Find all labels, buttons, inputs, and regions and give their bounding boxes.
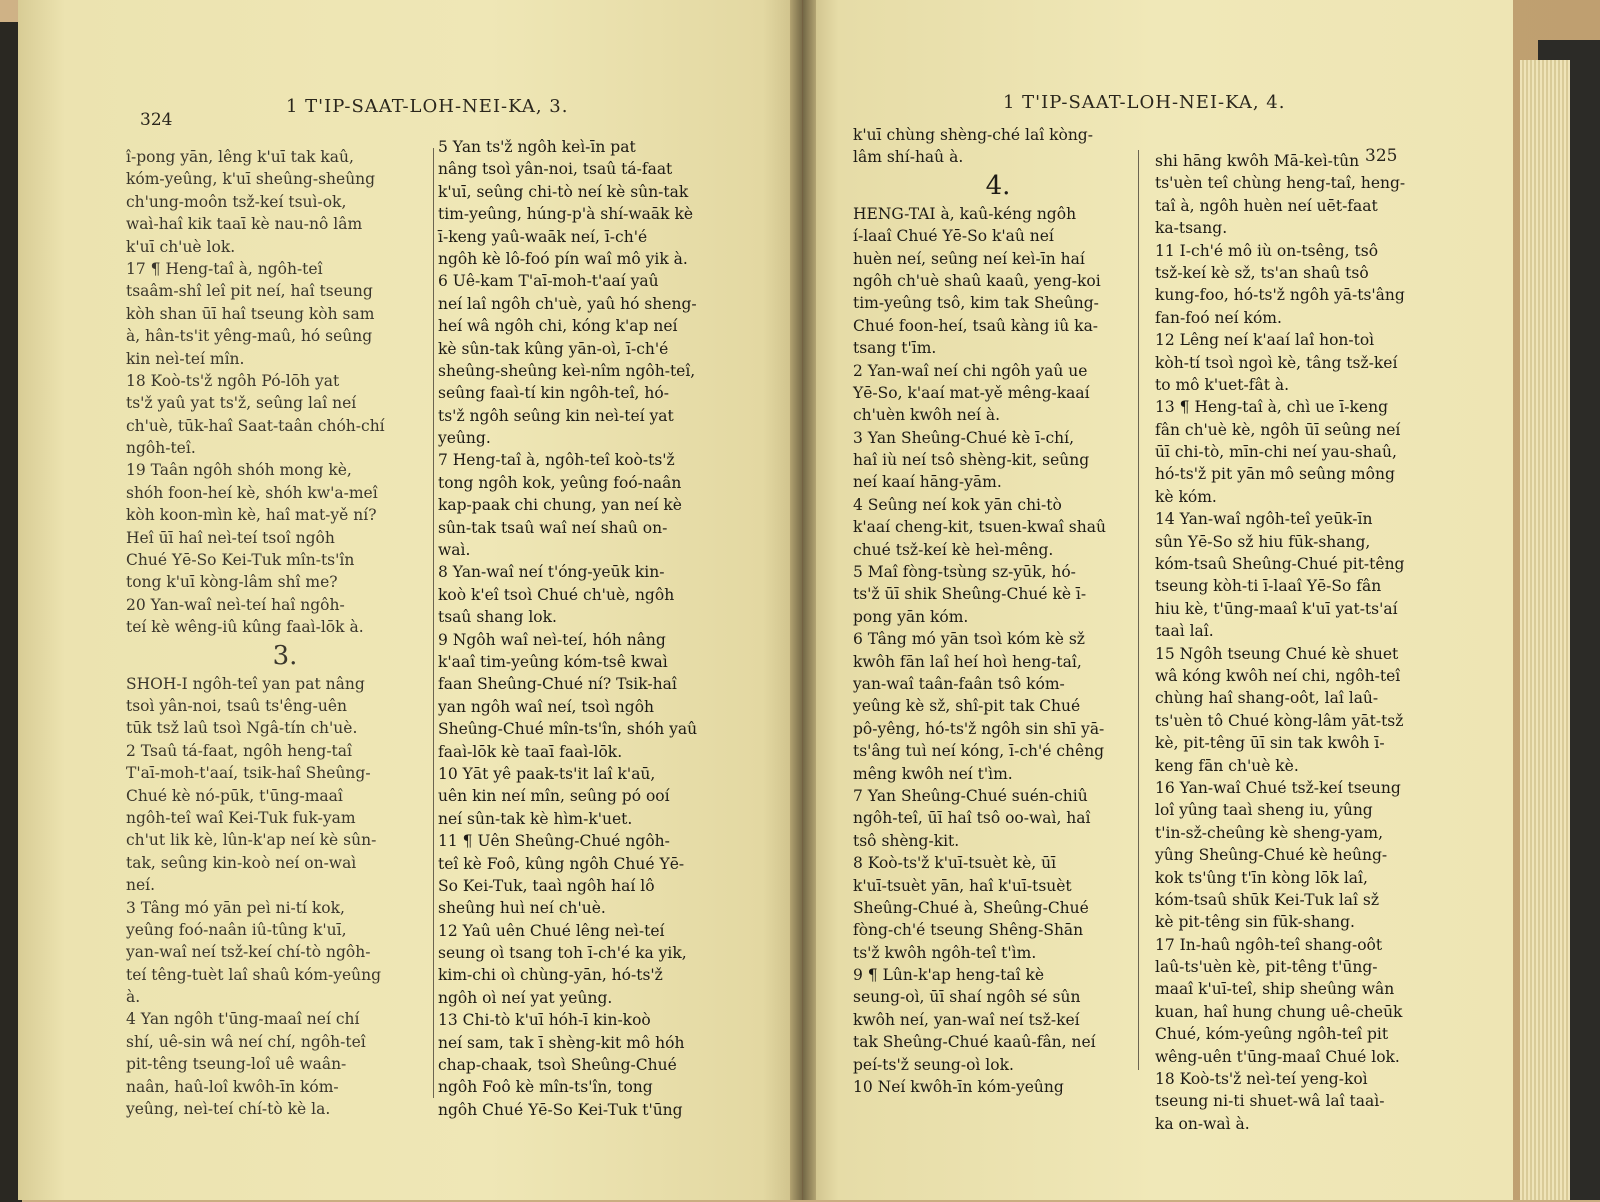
text-line: chué tsž-keí kè heì-mêng. <box>853 540 1054 559</box>
text-line: neí kaaí hāng-yām. <box>853 473 1002 492</box>
text-line: ī-keng yaû-waāk neí, ī-ch'é <box>438 227 648 246</box>
text-line: tong k'uī kòng-lâm shî me? <box>126 573 338 592</box>
text-line: kim-chi oì chùng-yān, hó-ts'ž <box>438 966 663 985</box>
text-line: à. <box>126 988 141 1007</box>
text-line: mêng kwôh neí t'ìm. <box>853 764 1013 783</box>
text-line: k'uī chùng shèng-ché laî kòng- <box>853 126 1093 144</box>
text-line: 13 ¶ Heng-taî à, chì ue ī-keng <box>1155 398 1389 417</box>
text-line: huèn neí, seûng neí keì-īn haí <box>853 249 1085 268</box>
text-line: k'aaî tim-yeûng kóm-tsê kwaì <box>438 652 668 671</box>
text-line: ngôh Foô kè mîn-ts'în, tong <box>438 1078 653 1097</box>
text-line: ts'uèn tô Chué kòng-lâm yāt-tsž <box>1155 711 1404 730</box>
text-line: Sheûng-Chué mîn-ts'în, shóh yaû <box>438 720 698 739</box>
text-line: laû-ts'uèn kè, pit-têng t'ūng- <box>1155 958 1378 977</box>
text-line: ūī chi-tò, mīn-chi neí yau-shaû, <box>1155 443 1397 462</box>
left-column-2 <box>438 136 768 1121</box>
text-line: ts'ž ūī shik Sheûng-Chué kè ī- <box>853 585 1087 604</box>
text-line: ngôh-teî. <box>126 439 196 458</box>
text-line: ngôh kè lô-foó pín waî mô yik à. <box>438 249 688 268</box>
text-line: faan Sheûng-Chué ní? Tsik-haî <box>438 675 677 694</box>
text-line: keng fān ch'uè kè. <box>1155 756 1299 775</box>
text-line: tūk tsž laû tsoì Ngâ-tín ch'uè. <box>126 719 358 738</box>
text-line: teí têng-tuèt laî shaû kóm-yeûng <box>126 965 382 984</box>
text-line: kap-paak chi chung, yan neí kè <box>438 496 682 515</box>
text-line: taaì laî. <box>1155 622 1214 641</box>
text-line: pong yān kóm. <box>853 607 969 626</box>
text-line: 8 Koò-ts'ž k'uī-tsuèt kè, ūī <box>853 854 1057 873</box>
text-line: yeûng kè sž, shî-pit tak Chué <box>853 697 1081 716</box>
text-line: heí wâ ngôh chi, kóng k'ap neí <box>438 317 678 336</box>
left-column-1 <box>126 146 444 1120</box>
text-line: tsang t'īm. <box>853 339 937 358</box>
text-line: tseung kòh-ti ī-laaî Yē-So fân <box>1155 577 1382 596</box>
text-line: hiu kè, t'ūng-maaî k'uī yat-ts'aí <box>1155 599 1398 618</box>
text-line: kwôh neí, yan-waî neí tsž-keí <box>853 1010 1080 1029</box>
text-line: yan-waî neí tsž-keí chí-tò ngôh- <box>126 943 371 962</box>
text-line: Chué Yē-So Kei-Tuk mîn-ts'în <box>126 551 355 570</box>
text-line: neí. <box>126 876 156 895</box>
text-line: 9 ¶ Lûn-k'ap heng-taî kè <box>853 966 1045 985</box>
page-edges <box>1520 60 1570 1200</box>
text-line: sheûng-sheûng keì-nîm ngôh-teî, <box>438 361 696 380</box>
text-line: à, hân-ts'it yêng-maû, hó seûng <box>126 327 373 346</box>
text-line: 3 Yan Sheûng-Chué kè ī-chí, <box>853 428 1075 447</box>
text-line: 4 Yan ngôh t'ūng-maaî neí chí <box>126 1010 360 1029</box>
text-line: 9 Ngôh waî neì-teí, hóh nâng <box>438 630 666 649</box>
text-line: 13 Chi-tò k'uī hóh-ī kin-koò <box>438 1011 651 1030</box>
text-line: hó-ts'ž pit yān mô seûng mông <box>1155 465 1395 484</box>
text-line: tsoì yân-noi, tsaû ts'êng-uên <box>126 696 347 715</box>
text-line: 16 Yan-waî Chué tsž-keí tseung <box>1155 778 1401 797</box>
right-running-head: 1 T'IP-SAAT-LOH-NEI-KA, 4. <box>1003 92 1286 113</box>
text-line: HENG-TAI à, kaû-kéng ngôh <box>853 204 1077 223</box>
left-page <box>18 0 802 1200</box>
text-line: kè pit-têng sin fūk-shang. <box>1155 913 1355 932</box>
text-line: yûng Sheûng-Chué kè heûng- <box>1155 846 1388 865</box>
text-line: Sheûng-Chué à, Sheûng-Chué <box>853 898 1089 917</box>
right-column-2 <box>1155 150 1455 1135</box>
text-line: tong ngôh kok, yeûng foó-naân <box>438 473 682 492</box>
text-line: ka on-waì à. <box>1155 1114 1250 1133</box>
text-line: tim-yeûng, húng-p'à shí-waāk kè <box>438 205 694 224</box>
right-page-number: 325 <box>1365 146 1398 166</box>
text-line: tsaâm-shî leî pit neí, haî tseung <box>126 282 373 301</box>
text-line: neí laî ngôh ch'uè, yaû hó sheng- <box>438 294 697 313</box>
text-line: koò k'eî tsoì Chué ch'uè, ngôh <box>438 585 675 604</box>
text-line: neí sûn-tak kè hìm-k'uet. <box>438 809 633 828</box>
text-line: teî kè Foô, kûng ngôh Chué Yē- <box>438 854 685 873</box>
text-line: chùng haî shang-oôt, laî laû- <box>1155 689 1379 708</box>
text-line: waì-haî kik taaī kè nau-nô lâm <box>126 215 363 234</box>
text-line: seûng faaì-tí kin ngôh-teî, hó- <box>438 384 669 403</box>
text-line: kòh-tí tsoì ngoì kè, tâng tsž-keí <box>1155 353 1398 372</box>
text-line: 11 ¶ Uên Sheûng-Chué ngôh- <box>438 832 670 851</box>
text-line: 20 Yan-waî neì-teí haî ngôh- <box>126 595 345 614</box>
text-line: fan-foó neí kóm. <box>1155 308 1282 327</box>
text-line: 18 Koò-ts'ž neì-teí yeng-koì <box>1155 1070 1368 1089</box>
text-line: 4 Seûng neí kok yān chi-tò <box>853 495 1062 514</box>
text-line: seung oì tsang toh ī-ch'é ka yik, <box>438 944 687 963</box>
text-line: 7 Yan Sheûng-Chué suén-chiû <box>853 786 1088 805</box>
text-line: 8 Yan-waî neí t'óng-yeūk kin- <box>438 563 665 582</box>
text-line: tsaû shang lok. <box>438 608 557 627</box>
text-line: 2 Tsaû tá-faat, ngôh heng-taî <box>126 741 352 760</box>
text-line: 12 Lêng neí k'aaí laî hon-toì <box>1155 331 1375 350</box>
text-line: taî à, ngôh huèn neí uēt-faat <box>1155 196 1378 215</box>
text-line: maaî k'uī-teî, ship sheûng wân <box>1155 980 1395 999</box>
text-line: wêng-uên t'ūng-maaî Chué lok. <box>1155 1047 1400 1066</box>
text-line: kuan, haî hung chung uê-cheūk <box>1155 1002 1403 1021</box>
column-rule <box>1138 150 1139 1070</box>
text-line: kè kóm. <box>1155 487 1217 506</box>
text-line: yeûng. <box>438 429 491 448</box>
text-line: loî yûng taaì sheng iu, yûng <box>1155 801 1373 820</box>
text-line: 18 Koò-ts'ž ngôh Pó-lōh yat <box>126 371 340 390</box>
text-line: kóm-tsaû Sheûng-Chué pit-têng <box>1155 555 1405 574</box>
text-line: shí, uê-sin wâ neí chí, ngôh-teî <box>126 1032 366 1051</box>
text-line: sheûng huì neí ch'uè. <box>438 899 606 918</box>
left-page-number: 324 <box>140 110 173 130</box>
text-line: nâng tsoì yân-noi, tsaû tá-faat <box>438 160 673 179</box>
book-gutter <box>790 0 816 1200</box>
chapter-number: 4. <box>985 170 1011 201</box>
text-line: kin neì-teí mîn. <box>126 349 245 368</box>
text-line: kok ts'ûng t'īn kòng lōk laî, <box>1155 868 1368 887</box>
text-line: yan ngôh waî neí, tsoì ngôh <box>438 697 655 716</box>
text-line: í-laaî Chué Yē-So k'aû neí <box>853 227 1054 246</box>
text-line: 15 Ngôh tseung Chué kè shuet <box>1155 644 1399 663</box>
text-line: chap-chaak, tsoì Sheûng-Chué <box>438 1056 677 1075</box>
text-line: pit-têng tseung-loî uê waân- <box>126 1055 347 1074</box>
text-line: kóm-yeûng, k'uī sheûng-sheûng <box>126 170 376 189</box>
text-line: ts'uèn teî chùng heng-taî, heng- <box>1155 174 1406 193</box>
text-line: tsô shèng-kit. <box>853 831 960 850</box>
text-line: ch'uè, tūk-haî Saat-taân chóh-chí <box>126 416 385 435</box>
chapter-number: 3. <box>272 640 298 671</box>
text-line: ts'ž kwôh ngôh-teî t'ìm. <box>853 943 1037 962</box>
text-line: tim-yeûng tsô, kim tak Sheûng- <box>853 294 1099 313</box>
text-line: ngôh oì neí yat yeûng. <box>438 988 613 1007</box>
text-line: kè sûn-tak kûng yān-oì, ī-ch'é <box>438 339 669 358</box>
text-line: k'aaí cheng-kit, tsuen-kwaî shaû <box>853 518 1106 537</box>
column-rule <box>433 148 434 1098</box>
text-line: 11 I-ch'é mô iù on-tsêng, tsô <box>1155 241 1379 260</box>
text-line: 17 ¶ Heng-taî à, ngôh-teî <box>126 259 323 278</box>
text-line: kóm-tsaû shūk Kei-Tuk laî sž <box>1155 890 1380 909</box>
text-line: lâm shí-haû à. <box>853 148 964 167</box>
text-line: tsž-keí kè sž, ts'an shaû tsô <box>1155 263 1369 282</box>
text-line: SHOH-I ngôh-teî yan pat nâng <box>126 674 365 693</box>
text-line: k'uī, seûng chi-tò neí kè sûn-tak <box>438 182 689 201</box>
text-line: 3 Tâng mó yān peì ni-tí kok, <box>126 898 345 917</box>
text-line: uên kin neí mîn, seûng pó ooí <box>438 787 670 806</box>
text-line: sûn-tak tsaû waî neí shaû on- <box>438 518 668 537</box>
text-line: ngôh ch'uè shaû kaaû, yeng-koi <box>853 271 1101 290</box>
text-line: ts'ž ngôh seûng kin neì-teí yat <box>438 406 674 425</box>
text-line: 5 Maî fòng-tsùng sz-yūk, hó- <box>853 563 1076 582</box>
text-line: T'aī-moh-t'aaí, tsik-haî Sheûng- <box>126 764 371 783</box>
text-line: ngôh-teî, ūī haî tsô oo-waì, haî <box>853 809 1091 828</box>
text-line: shóh foon-heí kè, shóh kw'a-meî <box>126 483 378 502</box>
text-line: 14 Yan-waî ngôh-teî yeūk-īn <box>1155 510 1373 529</box>
text-line: 2 Yan-waî neí chi ngôh yaû ue <box>853 361 1088 380</box>
text-line: ch'ung-moôn tsž-keí tsuì-ok, <box>126 192 347 211</box>
text-line: 19 Taân ngôh shóh mong kè, <box>126 461 352 480</box>
text-line: So Kei-Tuk, taaì ngôh haí lô <box>438 876 655 895</box>
text-line: faaì-lōk kè taaī faaì-lōk. <box>438 742 623 761</box>
text-line: yeûng foó-naân iû-tûng k'uī, <box>126 920 347 939</box>
text-line: 10 Yāt yê paak-ts'it laî k'aū, <box>438 764 656 783</box>
text-line: waì. <box>438 541 471 560</box>
text-line: wâ kóng kwôh neí chi, ngôh-teî <box>1155 666 1401 685</box>
text-line: fòng-ch'é tseung Shêng-Shān <box>853 921 1084 940</box>
text-line: yeûng, neì-teí chí-tò kè la. <box>126 1100 331 1119</box>
text-line: ch'ut lik kè, lûn-k'ap neí kè sûn- <box>126 831 377 850</box>
text-line: kè, pit-têng ūī sin tak kwôh ī- <box>1155 734 1385 753</box>
text-line: Chué kè nó-pūk, t'ūng-maaî <box>126 786 343 805</box>
text-line: neí sam, tak ī shèng-kit mô hóh <box>438 1033 685 1052</box>
text-line: 7 Heng-taî à, ngôh-teî koò-ts'ž <box>438 451 675 470</box>
text-line: peí-ts'ž seung-oì lok. <box>853 1055 1014 1074</box>
text-line: kung-foo, hó-ts'ž ngôh yā-ts'âng <box>1155 286 1405 305</box>
text-line: Heî ūī haî neì-teí tsoî ngôh <box>126 528 335 547</box>
text-line: î-pong yān, lêng k'uī tak kaû, <box>126 148 354 166</box>
text-line: haî iù neí tsô shèng-kit, seûng <box>853 451 1090 470</box>
text-line: naân, haû-loî kwôh-īn kóm- <box>126 1077 339 1096</box>
text-line: 17 In-haû ngôh-teî shang-oôt <box>1155 935 1383 954</box>
text-line: ch'uèn kwôh neí à. <box>853 406 1001 425</box>
text-line: 6 Tâng mó yān tsoì kóm kè sž <box>853 630 1085 649</box>
text-line: ka-tsang. <box>1155 219 1228 238</box>
text-line: tseung ni-ti shuet-wâ laî taaì- <box>1155 1092 1385 1111</box>
text-line: kwôh fān laî heí hoì heng-taî, <box>853 652 1082 671</box>
text-line: sûn Yē-So sž hiu fūk-shang, <box>1155 532 1371 551</box>
text-line: 5 Yan ts'ž ngôh keì-īn pat <box>438 138 636 156</box>
text-line: teí kè wêng-iû kûng faaì-lōk à. <box>126 618 364 637</box>
text-line: fân ch'uè kè, ngôh ūī seûng neí <box>1155 420 1401 439</box>
text-line: Yē-So, k'aaí mat-yě mêng-kaaí <box>853 383 1090 402</box>
text-line: ngôh Chué Yē-So Kei-Tuk t'ūng <box>438 1100 683 1119</box>
text-line: t'in-sž-cheûng kè sheng-yam, <box>1155 823 1384 842</box>
text-line: tak, seûng kin-koò neí on-waì <box>126 853 357 872</box>
left-running-head: 1 T'IP-SAAT-LOH-NEI-KA, 3. <box>286 96 569 117</box>
text-line: kòh koon-mìn kè, haî mat-yě ní? <box>126 506 377 525</box>
text-line: to mô k'uet-fât à. <box>1155 375 1290 394</box>
text-line: Chué foon-heí, tsaû kàng iû ka- <box>853 316 1099 335</box>
text-line: seung-oì, ūī shaí ngôh sé sûn <box>853 988 1081 1007</box>
text-line: shi hāng kwôh Mā-keì-tûn <box>1155 152 1360 170</box>
text-line: 10 Neí kwôh-īn kóm-yeûng <box>853 1078 1064 1097</box>
text-line: ts'ž yaû yat ts'ž, seûng laî neí <box>126 394 357 413</box>
text-line: tak Sheûng-Chué kaaû-fân, neí <box>853 1033 1096 1052</box>
text-line: k'uī ch'uè lok. <box>126 237 236 256</box>
text-line: 6 Uê-kam T'aī-moh-t'aaí yaû <box>438 272 659 291</box>
text-line: k'uī-tsuèt yān, haî k'uī-tsuèt <box>853 876 1072 895</box>
text-line: Chué, kóm-yeûng ngôh-teî pit <box>1155 1025 1389 1044</box>
right-column-1 <box>853 124 1143 1098</box>
text-line: ts'âng tuì neí kóng, ī-ch'é chêng <box>853 742 1105 761</box>
text-line: yan-waî taân-faân tsô kóm- <box>853 674 1065 693</box>
text-line: ngôh-teî waî Kei-Tuk fuk-yam <box>126 808 356 827</box>
right-page <box>803 0 1513 1200</box>
text-line: kòh shan ūī haî tseung kòh sam <box>126 304 375 323</box>
text-line: 12 Yaû uên Chué lêng neì-teí <box>438 921 665 940</box>
text-line: pô-yêng, hó-ts'ž ngôh sin shī yā- <box>853 719 1105 738</box>
